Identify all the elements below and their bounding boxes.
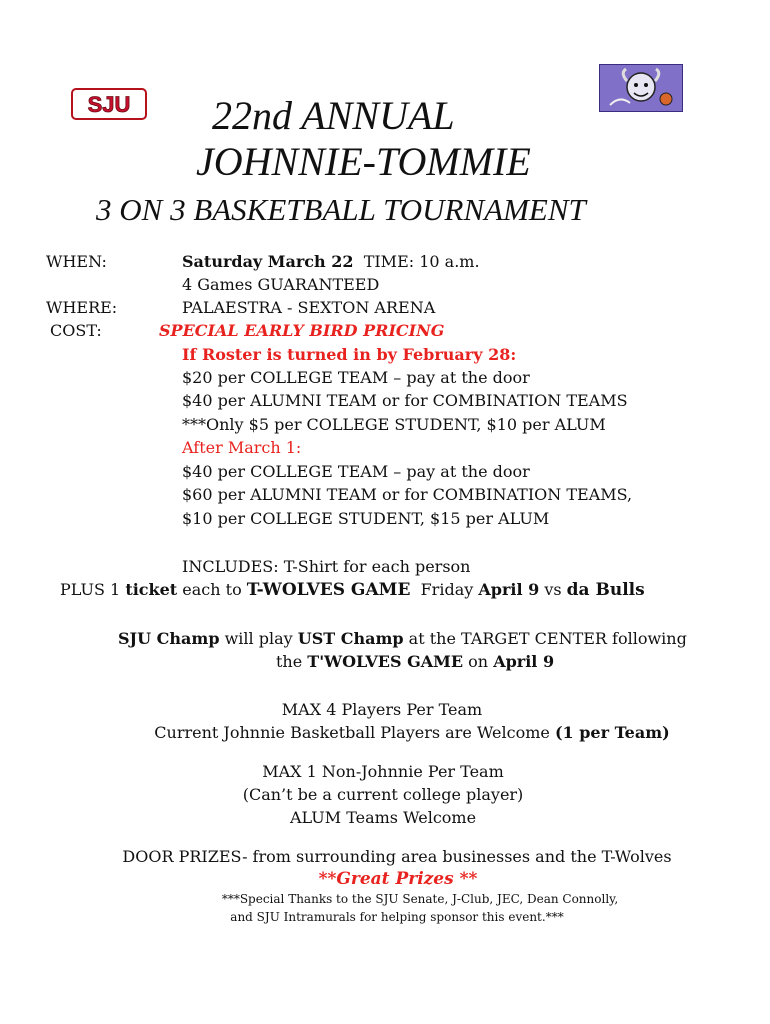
cost-early-line: $20 per COLLEGE TEAM – pay at the door: [182, 368, 530, 387]
cost-late-line: $40 per COLLEGE TEAM – pay at the door: [182, 462, 530, 481]
when-value: [182, 250, 480, 273]
when-day: Saturday March 22: [182, 252, 354, 271]
includes-plus-line: [60, 578, 645, 602]
thanks-line-2: and SJU Intramurals for helping sponsor this event.***: [230, 910, 564, 924]
svg-text:SJU: SJU: [87, 92, 131, 117]
champ-line-1: [118, 627, 687, 650]
title-line-1: 22nd ANNUAL: [212, 93, 455, 138]
great-prizes: **Great Prizes **: [318, 869, 478, 889]
champ-text: at the TARGET CENTER following: [403, 629, 687, 648]
sju-logo: [71, 88, 147, 120]
cost-label: COST:: [50, 321, 102, 340]
when-label: WHEN:: [46, 252, 107, 271]
rule-alum: ALUM Teams Welcome: [289, 808, 477, 827]
cost-early-line: ***Only $5 per COLLEGE STUDENT, $10 per ALUM: [182, 415, 606, 434]
plus-text: Friday: [410, 580, 479, 599]
champ-date: April 9: [493, 652, 555, 671]
cost-late-line: $60 per ALUMNI TEAM or for COMBINATION TEAMS,: [182, 485, 633, 504]
cost-early-line: $40 per ALUMNI TEAM or for COMBINATION TEAMS: [182, 391, 628, 410]
champ-game: T'WOLVES GAME: [307, 652, 464, 671]
cost-late-line: $10 per COLLEGE STUDENT, $15 per ALUM: [182, 509, 550, 528]
when-games: 4 Games GUARANTEED: [182, 275, 380, 294]
plus-text: each to: [177, 580, 247, 599]
cost-special: SPECIAL EARLY BIRD PRICING: [159, 321, 445, 340]
ust-champ: UST Champ: [297, 629, 404, 648]
plus-game: T-WOLVES GAME: [246, 580, 411, 600]
title-line-3: 3 ON 3 BASKETBALL TOURNAMENT: [96, 192, 586, 227]
sju-champ: SJU Champ: [118, 629, 220, 648]
rule-current: [27, 721, 770, 744]
plus-ticket: ticket: [125, 580, 178, 599]
rule-max1: MAX 1 Non-Johnnie Per Team: [262, 762, 504, 781]
plus-date: April 9: [478, 580, 540, 599]
where-value: PALAESTRA - SEXTON ARENA: [182, 298, 436, 317]
rule-current-text: Current Johnnie Basketball Players are Welcome: [154, 723, 555, 742]
rule-cant: (Can’t be a current college player): [242, 785, 524, 804]
champ-text: the: [276, 652, 308, 671]
thanks-line-1: ***Special Thanks to the SJU Senate, J-Club, JEC, Dean Connolly,: [221, 892, 619, 906]
champ-line-2: [276, 650, 554, 673]
when-time: TIME: 10 a.m.: [353, 252, 480, 271]
champ-text: on: [463, 652, 494, 671]
johnnie-mascot-icon: [599, 64, 683, 112]
rule-max4: MAX 4 Players Per Team: [281, 700, 483, 719]
door-prizes: DOOR PRIZES- from surrounding area businesses and the T-Wolves: [122, 847, 672, 866]
includes-line: INCLUDES: T-Shirt for each person: [182, 557, 471, 576]
rule-current-limit: (1 per Team): [554, 723, 670, 742]
champ-text: will play: [219, 629, 298, 648]
plus-text: PLUS 1: [60, 580, 126, 599]
plus-bulls: da Bulls: [566, 580, 645, 600]
cost-early-heading: If Roster is turned in by February 28:: [182, 345, 517, 364]
cost-late-heading: After March 1:: [182, 438, 302, 457]
where-label: WHERE:: [46, 298, 118, 317]
plus-text: vs: [539, 580, 567, 599]
title-line-2: JOHNNIE-TOMMIE: [196, 139, 531, 184]
